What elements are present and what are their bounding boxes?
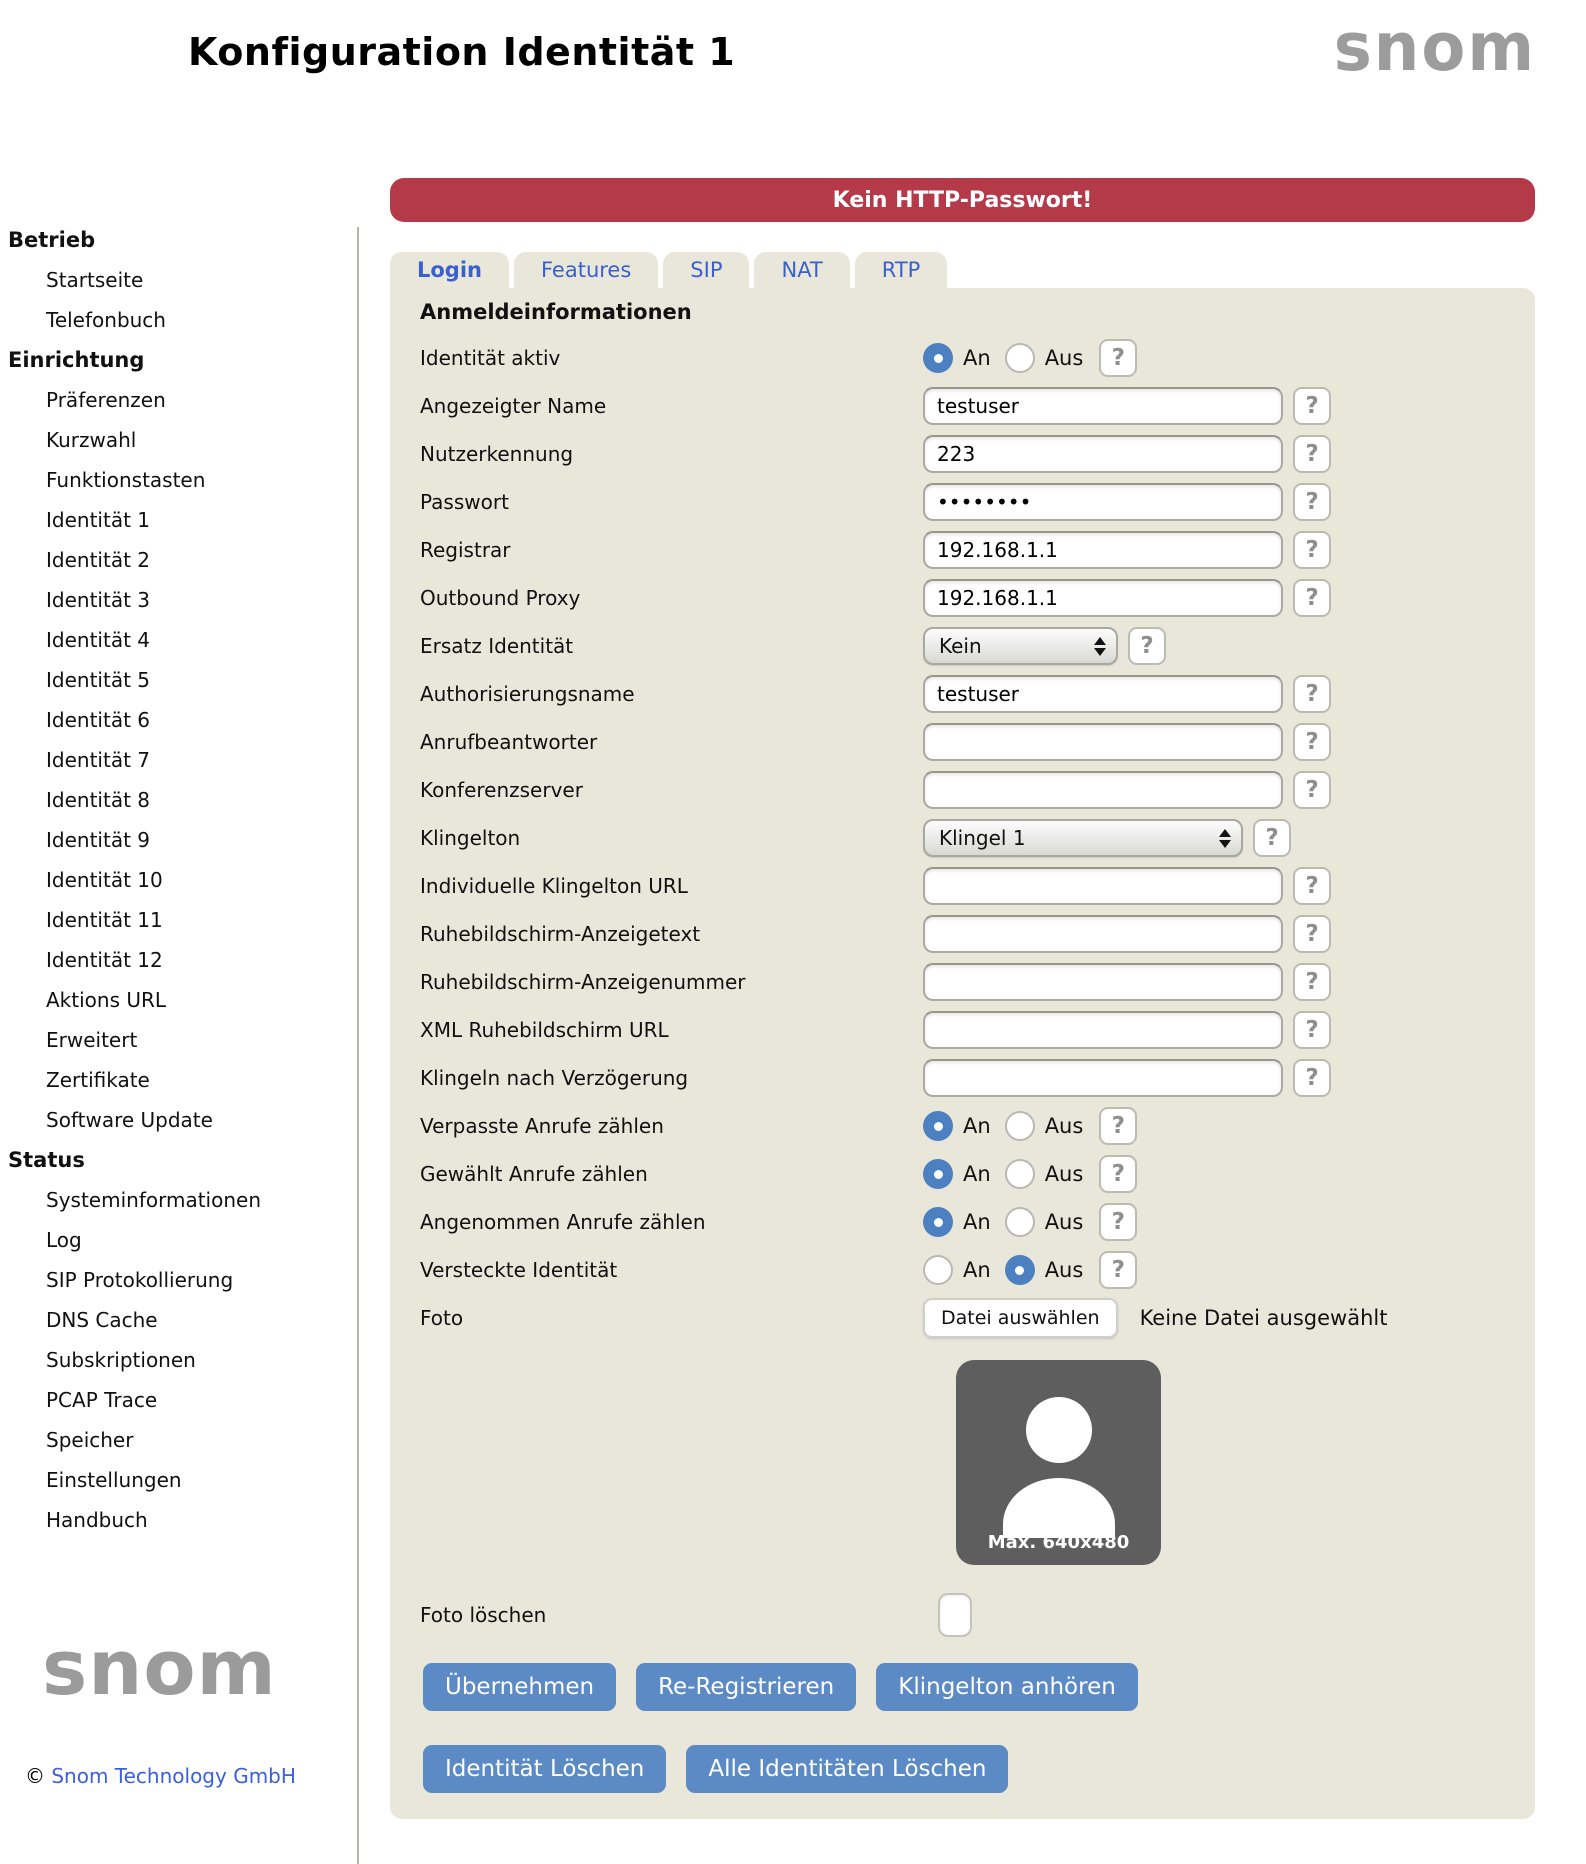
sidebar-item-pcap-trace[interactable]: PCAP Trace: [46, 1388, 158, 1412]
field-label: Authorisierungsname: [420, 682, 635, 706]
radio-on-label: An: [963, 1162, 991, 1186]
field-label: XML Ruhebildschirm URL: [420, 1018, 669, 1042]
field-label: Gewählt Anrufe zählen: [420, 1162, 648, 1186]
sidebar-section-title: Status: [8, 1148, 85, 1172]
help-button[interactable]: ?: [1099, 1107, 1137, 1145]
sidebar-item-identit-t-12[interactable]: Identität 12: [46, 948, 163, 972]
radio-off[interactable]: [1005, 1111, 1035, 1141]
form-row: [390, 1198, 1535, 1246]
sidebar-item-handbuch[interactable]: Handbuch: [46, 1508, 148, 1532]
sidebar-item-erweitert[interactable]: Erweitert: [46, 1028, 138, 1052]
radio-off[interactable]: [1005, 1159, 1035, 1189]
field-label: Verpasste Anrufe zählen: [420, 1114, 664, 1138]
form-row: [390, 814, 1535, 862]
help-button[interactable]: ?: [1293, 387, 1331, 425]
text-input[interactable]: [923, 531, 1283, 569]
radio-on-label: An: [963, 1210, 991, 1234]
radio-off[interactable]: [1005, 1207, 1035, 1237]
help-button[interactable]: ?: [1293, 1011, 1331, 1049]
text-input[interactable]: [923, 867, 1283, 905]
sidebar-item-software-update[interactable]: Software Update: [46, 1108, 213, 1132]
radio-off-label: Aus: [1044, 346, 1084, 370]
sidebar-item-einstellungen[interactable]: Einstellungen: [46, 1468, 182, 1492]
text-input[interactable]: [923, 579, 1283, 617]
form-row: [390, 910, 1535, 958]
form-row: [390, 1006, 1535, 1054]
file-status-text: Keine Datei ausgewählt: [1139, 1306, 1388, 1330]
field-control: [923, 819, 1291, 857]
form-panel: [390, 288, 1535, 1819]
action-buttons-row-2: [423, 1745, 1535, 1793]
sidebar-item-identit-t-11[interactable]: Identität 11: [46, 908, 163, 932]
field-control: [923, 531, 1331, 569]
form-row: [390, 430, 1535, 478]
photo-placeholder: [956, 1360, 1161, 1565]
sidebar-item-speicher[interactable]: Speicher: [46, 1428, 134, 1452]
sidebar-item-identit-t-10[interactable]: Identität 10: [46, 868, 163, 892]
form-row: [390, 958, 1535, 1006]
field-label: Anrufbeantworter: [420, 730, 598, 754]
field-label: Identität aktiv: [420, 346, 561, 370]
sidebar-section-title: Betrieb: [8, 228, 96, 252]
help-button[interactable]: ?: [1293, 435, 1331, 473]
sidebar-item-identit-t-4[interactable]: Identität 4: [46, 628, 150, 652]
form-row: [390, 1150, 1535, 1198]
alle-identit-ten-l-schen-button[interactable]: Alle Identitäten Löschen: [686, 1745, 1008, 1793]
field-label: Angenommen Anrufe zählen: [420, 1210, 706, 1234]
form-row: [390, 334, 1535, 382]
radio-on-label: An: [963, 346, 991, 370]
sidebar-item-dns-cache[interactable]: DNS Cache: [46, 1308, 158, 1332]
delete-photo-row: [390, 1591, 1535, 1639]
text-input[interactable]: [923, 915, 1283, 953]
sidebar-divider: [357, 227, 359, 1864]
sidebar-item-kurzwahl[interactable]: Kurzwahl: [46, 428, 137, 452]
identit-t-l-schen-button[interactable]: Identität Löschen: [423, 1745, 666, 1793]
field-control: [923, 579, 1331, 617]
arrow-up-icon: [1219, 829, 1231, 837]
sidebar-item-startseite[interactable]: Startseite: [46, 268, 144, 292]
delete-photo-checkbox[interactable]: [938, 1593, 972, 1637]
radio-on-label: An: [963, 1114, 991, 1138]
sidebar-item-identit-t-2[interactable]: Identität 2: [46, 548, 150, 572]
tab-features[interactable]: Features: [514, 252, 658, 288]
help-button[interactable]: ?: [1293, 483, 1331, 521]
field-label: Ruhebildschirm-Anzeigenummer: [420, 970, 746, 994]
text-input[interactable]: [923, 1011, 1283, 1049]
action-buttons-row-1: [423, 1663, 1535, 1711]
field-control: [923, 627, 1166, 665]
field-label: Foto löschen: [420, 1603, 547, 1627]
form-row: [390, 478, 1535, 526]
tab-rtp[interactable]: RTP: [855, 252, 948, 288]
select-arrows-icon: [1209, 829, 1231, 848]
sidebar-item-zertifikate[interactable]: Zertifikate: [46, 1068, 150, 1092]
photo-row: [390, 1294, 1535, 1342]
text-input[interactable]: [923, 435, 1283, 473]
radio-on-label: An: [963, 1258, 991, 1282]
form-row: [390, 382, 1535, 430]
copyright-link[interactable]: Snom Technology GmbH: [51, 1764, 296, 1788]
field-label: Ersatz Identität: [420, 634, 574, 658]
field-label: Foto: [420, 1306, 464, 1330]
field-control: [923, 915, 1331, 953]
radio-off[interactable]: [1005, 343, 1035, 373]
tab-login[interactable]: Login: [390, 252, 509, 288]
form-row: [390, 670, 1535, 718]
select-arrows-icon: [1084, 637, 1106, 656]
arrow-down-icon: [1219, 840, 1231, 848]
radio-off-label: Aus: [1044, 1210, 1084, 1234]
warning-banner: Kein HTTP-Passwort!: [390, 178, 1535, 222]
sidebar-item-log[interactable]: Log: [46, 1228, 82, 1252]
tab-bar: [390, 252, 1535, 288]
copyright-symbol: ©: [25, 1764, 45, 1788]
radio-on[interactable]: [923, 343, 953, 373]
field-label: Registrar: [420, 538, 511, 562]
help-button[interactable]: ?: [1099, 1203, 1137, 1241]
field-control: [923, 867, 1331, 905]
choose-file-button[interactable]: Datei auswählen: [923, 1298, 1118, 1338]
field-label: Versteckte Identität: [420, 1258, 618, 1282]
field-label: Klingeln nach Verzögerung: [420, 1066, 689, 1090]
help-button[interactable]: ?: [1293, 579, 1331, 617]
help-button[interactable]: ?: [1293, 915, 1331, 953]
field-control: [923, 963, 1331, 1001]
field-label: Angezeigter Name: [420, 394, 607, 418]
radio-off[interactable]: [1005, 1255, 1035, 1285]
help-button[interactable]: ?: [1293, 771, 1331, 809]
form-row: [390, 1246, 1535, 1294]
form-row: [390, 526, 1535, 574]
help-button[interactable]: ?: [1293, 867, 1331, 905]
password-input[interactable]: [923, 483, 1283, 521]
radio-on[interactable]: [923, 1111, 953, 1141]
field-control: [923, 435, 1331, 473]
snom-logo-sidebar: snom: [42, 1623, 277, 1712]
help-button[interactable]: ?: [1293, 675, 1331, 713]
select-dropdown[interactable]: [923, 627, 1118, 665]
arrow-up-icon: [1094, 637, 1106, 645]
arrow-down-icon: [1094, 648, 1106, 656]
field-label: Konferenzserver: [420, 778, 583, 802]
-bernehmen-button[interactable]: Übernehmen: [423, 1663, 616, 1711]
field-control: [923, 1155, 1137, 1193]
section-title: Anmeldeinformationen: [420, 300, 692, 324]
sidebar-item-identit-t-7[interactable]: Identität 7: [46, 748, 150, 772]
field-control: [923, 1203, 1137, 1241]
person-icon: [995, 1388, 1123, 1538]
help-button[interactable]: ?: [1099, 339, 1137, 377]
field-control: [923, 1107, 1137, 1145]
form-row: [390, 1054, 1535, 1102]
sidebar-item-identit-t-5[interactable]: Identität 5: [46, 668, 150, 692]
radio-on[interactable]: [923, 1255, 953, 1285]
help-button[interactable]: ?: [1099, 1155, 1137, 1193]
help-button[interactable]: ?: [1293, 963, 1331, 1001]
copyright: [25, 1764, 356, 1788]
field-control: [923, 387, 1331, 425]
sidebar-item-identit-t-1[interactable]: Identität 1: [46, 508, 150, 532]
sidebar-item-identit-t-9[interactable]: Identität 9: [46, 828, 150, 852]
radio-off-label: Aus: [1044, 1114, 1084, 1138]
field-label: Outbound Proxy: [420, 586, 581, 610]
field-control: [923, 723, 1331, 761]
photo-max-size-text: Max. 640x480: [987, 1532, 1130, 1553]
form-row: [390, 862, 1535, 910]
select-dropdown[interactable]: [923, 819, 1243, 857]
field-control: [923, 771, 1331, 809]
sidebar: [0, 220, 356, 1788]
main-content: [390, 178, 1535, 1819]
field-control: [923, 483, 1331, 521]
help-button[interactable]: ?: [1293, 723, 1331, 761]
sidebar-item-identit-t-8[interactable]: Identität 8: [46, 788, 150, 812]
sidebar-item-aktions-url[interactable]: Aktions URL: [46, 988, 167, 1012]
field-control: [923, 1059, 1331, 1097]
field-control: [923, 339, 1137, 377]
sidebar-item-telefonbuch[interactable]: Telefonbuch: [46, 308, 166, 332]
field-control: [923, 1011, 1331, 1049]
sidebar-item-identit-t-3[interactable]: Identität 3: [46, 588, 150, 612]
field-label: Nutzerkennung: [420, 442, 574, 466]
select-value: Kein: [939, 634, 982, 658]
sidebar-section-title: Einrichtung: [8, 348, 145, 372]
form-row: [390, 1102, 1535, 1150]
klingelton-anh-ren-button[interactable]: Klingelton anhören: [876, 1663, 1138, 1711]
help-button[interactable]: ?: [1293, 1059, 1331, 1097]
form-row: [390, 766, 1535, 814]
help-button[interactable]: ?: [1293, 531, 1331, 569]
sidebar-item-systeminformationen[interactable]: Systeminformationen: [46, 1188, 261, 1212]
form-rows: [390, 334, 1535, 1294]
form-row: [390, 718, 1535, 766]
sidebar-item-identit-t-6[interactable]: Identität 6: [46, 708, 150, 732]
help-button[interactable]: ?: [1128, 627, 1166, 665]
sidebar-item-pr-ferenzen[interactable]: Präferenzen: [46, 388, 166, 412]
field-label: Klingelton: [420, 826, 521, 850]
field-control: [923, 1251, 1137, 1289]
sidebar-item-subskriptionen[interactable]: Subskriptionen: [46, 1348, 196, 1372]
sidebar-nav: [0, 220, 356, 1540]
sidebar-item-sip-protokollierung[interactable]: SIP Protokollierung: [46, 1268, 234, 1292]
radio-on[interactable]: [923, 1159, 953, 1189]
page-title: Konfiguration Identität 1: [188, 30, 736, 74]
text-input[interactable]: [923, 771, 1283, 809]
re-registrieren-button[interactable]: Re-Registrieren: [636, 1663, 856, 1711]
text-input[interactable]: [923, 963, 1283, 1001]
form-row: [390, 622, 1535, 670]
select-value: Klingel 1: [939, 826, 1026, 850]
field-label: Passwort: [420, 490, 509, 514]
sidebar-item-funktionstasten[interactable]: Funktionstasten: [46, 468, 206, 492]
tab-nat[interactable]: NAT: [754, 252, 849, 288]
text-input[interactable]: [923, 675, 1283, 713]
field-label: Individuelle Klingelton URL: [420, 874, 688, 898]
help-button[interactable]: ?: [1253, 819, 1291, 857]
radio-off-label: Aus: [1044, 1258, 1084, 1282]
text-input[interactable]: [923, 387, 1283, 425]
field-label: Ruhebildschirm-Anzeigetext: [420, 922, 701, 946]
text-input[interactable]: [923, 723, 1283, 761]
form-row: [390, 574, 1535, 622]
text-input[interactable]: [923, 1059, 1283, 1097]
radio-on[interactable]: [923, 1207, 953, 1237]
snom-logo-header: snom: [1333, 9, 1536, 87]
tab-sip[interactable]: SIP: [663, 252, 749, 288]
field-control: [923, 675, 1331, 713]
radio-off-label: Aus: [1044, 1162, 1084, 1186]
help-button[interactable]: ?: [1099, 1251, 1137, 1289]
